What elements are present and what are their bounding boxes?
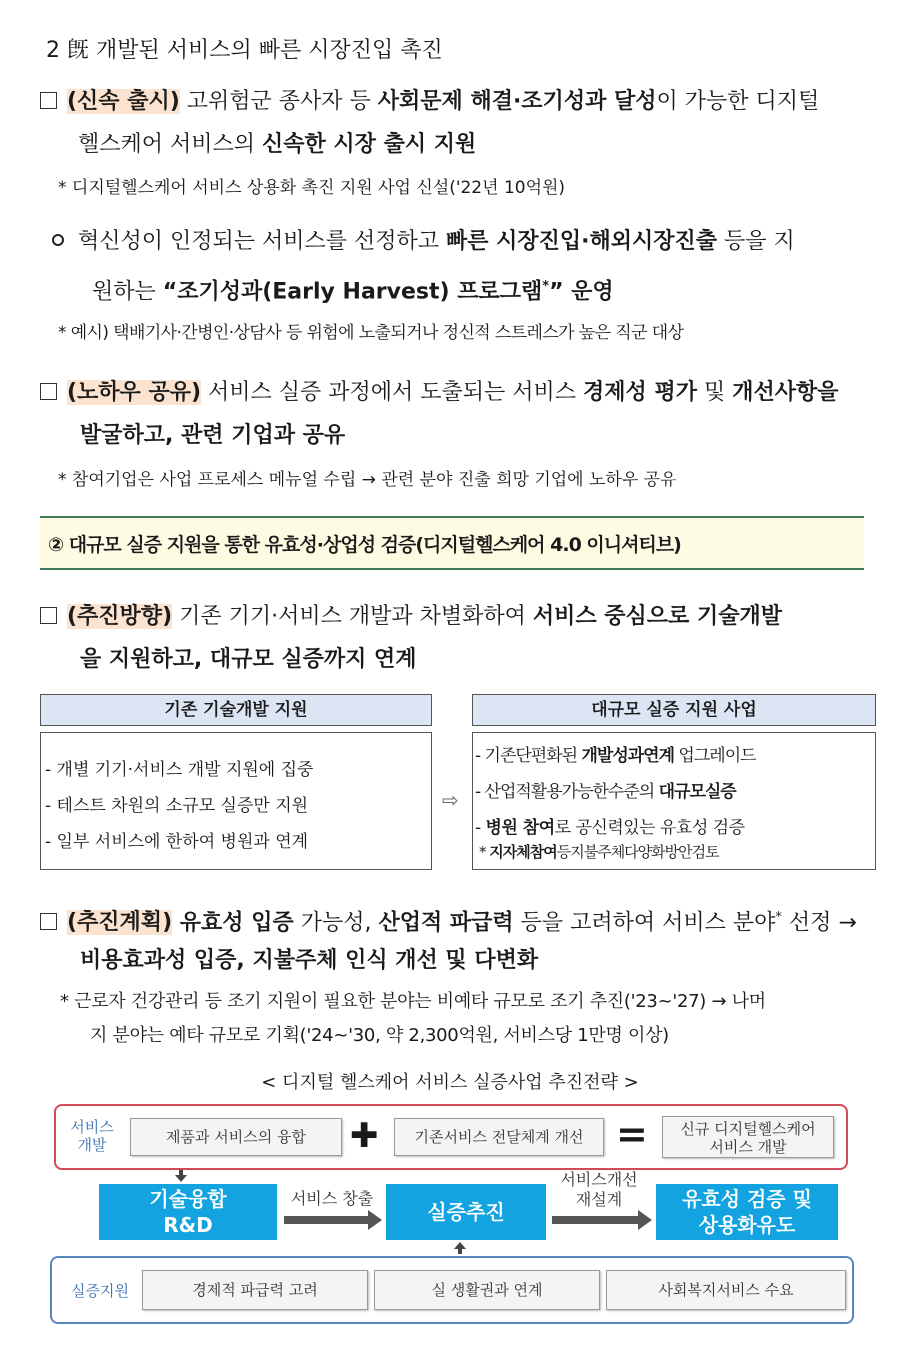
list-note: * 지자체참여등지불주체다양화방안검토 xyxy=(479,843,719,861)
box-economic-impact: 경제적 파급력 고려 xyxy=(142,1270,368,1310)
list-item: - 개별 기기·서비스 개발 지원에 집중 xyxy=(45,760,314,780)
demo-support-label: 실증지원 xyxy=(71,1282,129,1300)
note-plan-2: 지 분야는 예타 규모로 기획('24~'30, 약 2,300억원, 서비스당 1만명 이상) xyxy=(90,1025,669,1046)
section-banner: ② 대규모 실증 지원을 통한 유효성·상업성 검증(디지털헬스케어 4.0 이니셔티브) xyxy=(40,516,864,570)
circle-bullet-icon xyxy=(52,234,64,246)
paragraph-early-harvest-cont: 원하는 “조기성과(Early Harvest) 프로그램*” 운영 xyxy=(92,279,614,305)
section-heading: 2 旣 개발된 서비스의 빠른 시장진입 촉진 xyxy=(46,38,443,63)
list-item: - 병원 참여로 공신력있는 유효성 검증 xyxy=(475,818,745,838)
compare-left-panel xyxy=(40,732,432,870)
compare-right-title: 대규모 실증 지원 사업 xyxy=(472,694,876,726)
paragraph-direction-cont: 을 지원하고, 대규모 실증까지 연계 xyxy=(80,647,417,672)
list-item: - 일부 서비스에 한하여 병원과 연계 xyxy=(45,832,309,852)
checkbox-square-icon xyxy=(40,383,57,400)
compare-left-title: 기존 기술개발 지원 xyxy=(40,694,432,726)
paragraph-plan: (추진계획) 유효성 입증 가능성, 산업적 파급력 등을 고려하여 서비스 분야* 선정 → xyxy=(40,903,857,938)
arrow-right-icon xyxy=(552,1216,640,1224)
box-delivery-improvement: 기존서비스 전달체계 개선 xyxy=(394,1118,604,1156)
note-early-harvest: * 예시) 택배기사·간병인·상담사 등 위험에 노출되거나 정신적 스트레스가 높은 직군 대상 xyxy=(58,323,684,343)
list-item: - 테스트 차원의 소규모 실증만 지원 xyxy=(45,796,309,816)
list-item: - 기존단편화된 개발성과연계 업그레이드 xyxy=(475,746,756,766)
box-new-service-dev: 신규 디지털헬스케어 서비스 개발 xyxy=(662,1116,834,1158)
box-validation-commercialization: 유효성 검증 및 상용화유도 xyxy=(656,1184,838,1240)
checkbox-square-icon xyxy=(40,607,57,624)
checkbox-square-icon xyxy=(40,92,57,109)
equals-icon: = xyxy=(616,1112,648,1156)
paragraph-rapid-launch-cont: 헬스케어 서비스의 신속한 시장 출시 지원 xyxy=(78,132,477,157)
box-social-welfare: 사회복지서비스 수요 xyxy=(606,1270,846,1310)
list-item: - 산업적활용가능한수준의 대규모실증 xyxy=(475,782,736,802)
paragraph-knowhow-cont: 발굴하고, 관련 기업과 공유 xyxy=(80,423,346,448)
paragraph-plan-cont: 비용효과성 입증, 지불주체 인식 개선 및 다변화 xyxy=(80,948,539,973)
box-product-service-fusion: 제품과 서비스의 융합 xyxy=(130,1118,342,1156)
paragraph-knowhow: (노하우 공유) 서비스 실증 과정에서 도출되는 서비스 경제성 평가 및 개선사항을 xyxy=(40,378,838,408)
label-service-creation: 서비스 창출 xyxy=(290,1189,374,1208)
plus-icon: ✚ xyxy=(350,1116,379,1156)
paragraph-early-harvest: 혁신성이 인정되는 서비스를 선정하고 빠른 시장진입·해외시장진출 등을 지 xyxy=(52,227,795,257)
note-rapid-launch: * 디지털헬스케어 서비스 상용화 촉진 지원 사업 신설('22년 10억원) xyxy=(58,178,566,198)
diagram-caption: < 디지털 헬스케어 서비스 실증사업 추진전략 > xyxy=(261,1072,639,1093)
arrow-right-icon xyxy=(284,1216,370,1224)
compare-right-panel xyxy=(472,732,876,870)
note-knowhow: * 참여기업은 사업 프로세스 메뉴얼 수립 → 관련 분야 진출 희망 기업에 노하우 공유 xyxy=(58,470,677,490)
note-plan-1: * 근로자 건강관리 등 조기 지원이 필요한 분야는 비예타 규모로 조기 추진('23~'27) → 나머 xyxy=(60,991,766,1012)
arrow-right-icon: ⇨ xyxy=(442,788,459,812)
paragraph-direction: (추진방향) 기존 기기·서비스 개발과 차별화하여 서비스 중심으로 기술개발 xyxy=(40,602,782,632)
box-tech-fusion-rnd: 기술융합 R&D xyxy=(99,1184,277,1240)
tag-direction: (추진방향) xyxy=(67,604,173,629)
tag-plan: (추진계획) xyxy=(67,910,173,936)
checkbox-square-icon xyxy=(40,913,57,930)
box-demonstration: 실증추진 xyxy=(386,1184,546,1240)
label-service-redesign: 서비스개선 재설계 xyxy=(560,1170,638,1209)
service-dev-label: 서비스 개발 xyxy=(70,1118,114,1154)
tag-rapid-launch: (신속 출시) xyxy=(67,89,180,114)
box-living-area: 실 생활권과 연계 xyxy=(374,1270,600,1310)
tag-knowhow: (노하우 공유) xyxy=(67,380,202,405)
paragraph-rapid-launch: (신속 출시) 고위험군 종사자 등 사회문제 해결·조기성과 달성이 가능한 디지털 xyxy=(40,87,819,117)
